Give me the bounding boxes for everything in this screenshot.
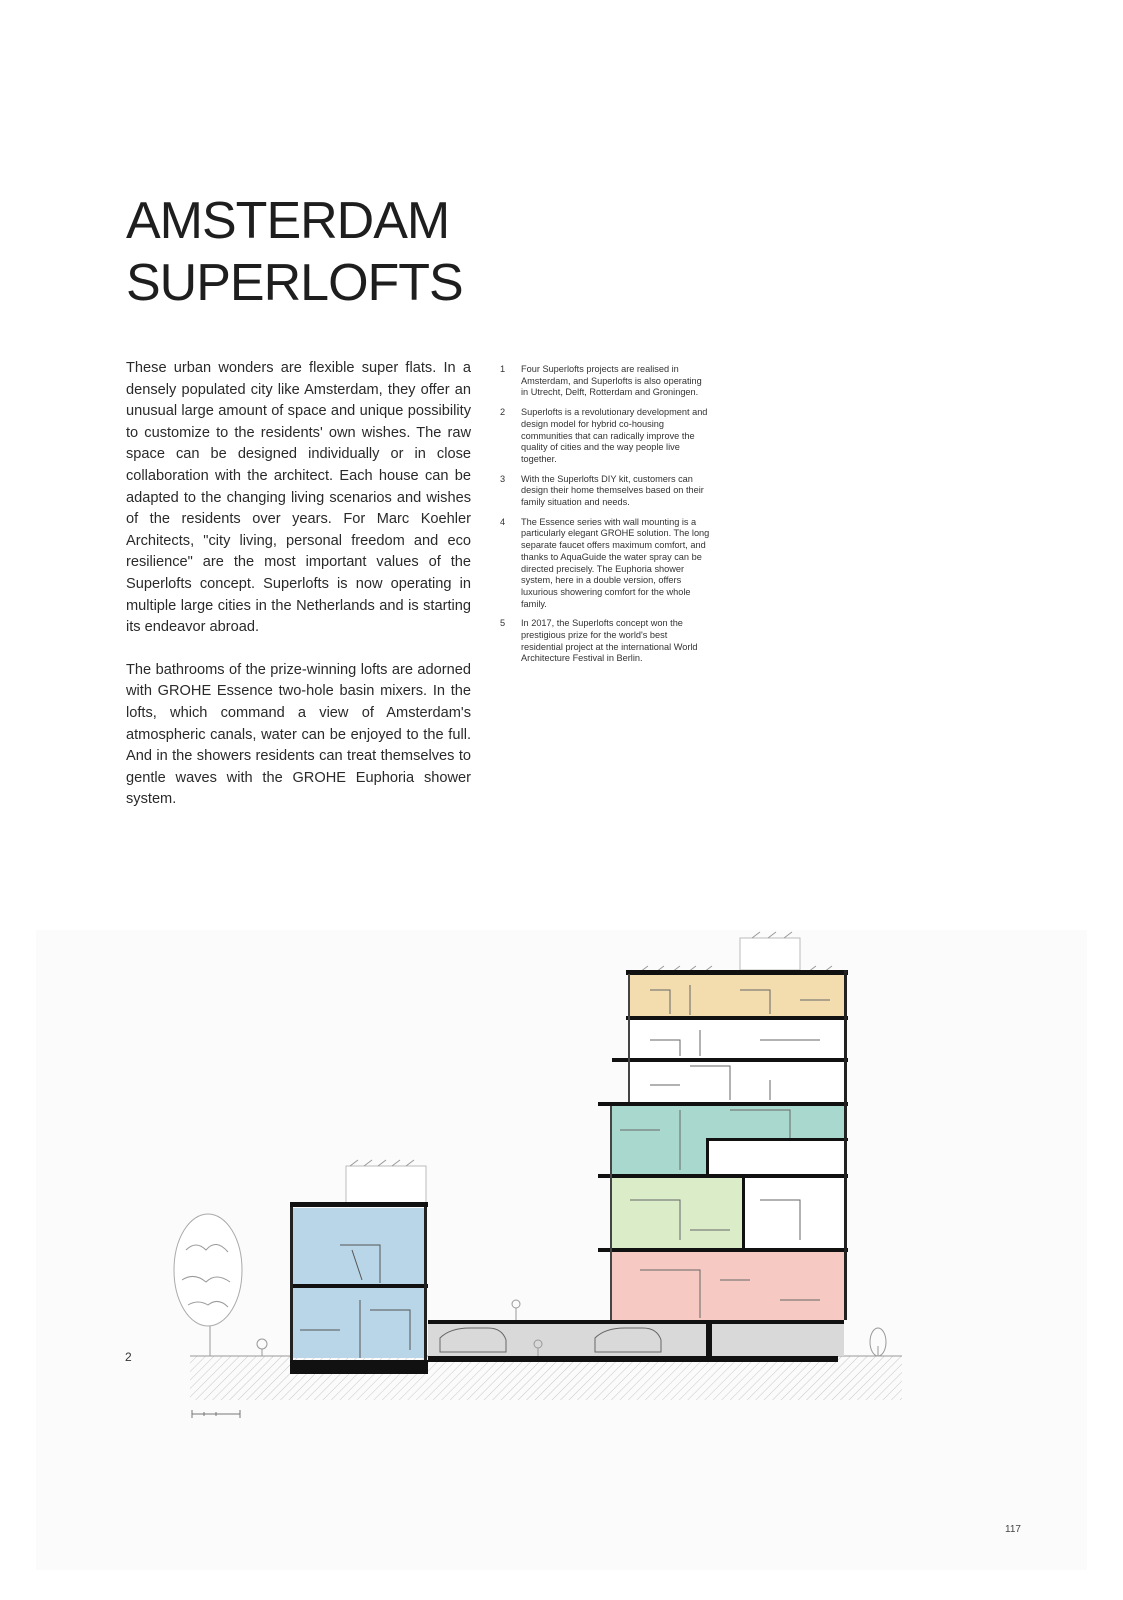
scale-bar	[192, 1410, 240, 1418]
foundation-slab	[290, 1360, 428, 1374]
roof-structure	[346, 1166, 426, 1206]
white-loft	[630, 1062, 846, 1102]
floor-slab	[612, 1058, 848, 1062]
footnote-text: The Essence series with wall mounting is a particularly elegant GROHE solution. The long separate faucet offers maximum comfort, and thanks to AquaGuide the water spray can be directed precisely. The Euphoria shower system, here in a double version, offers luxurious showering comfort for the whole family.	[521, 516, 710, 609]
garage-wall	[706, 1324, 712, 1356]
floor-slab	[706, 1138, 848, 1141]
garage-fill	[428, 1324, 844, 1356]
green-loft	[612, 1178, 744, 1248]
solar-panels	[640, 932, 832, 972]
right-tower	[598, 932, 848, 1320]
floor-slab	[626, 1016, 848, 1020]
roof-slab	[290, 1202, 428, 1207]
white-loft	[708, 1140, 846, 1174]
figure-number: 2	[125, 1350, 132, 1364]
floor-slab	[598, 1248, 848, 1252]
footnote-number: 2	[500, 407, 506, 418]
floor-slab	[598, 1102, 848, 1106]
facade-wall	[610, 1106, 612, 1320]
footnote-text: Superlofts is a revolutionary development and design model for hybrid co-housing communities that can radically improve the quality of cities and the way people live together.	[521, 407, 708, 464]
tree-illustration	[174, 1214, 242, 1356]
white-loft	[744, 1178, 846, 1248]
footnote-number: 1	[500, 364, 506, 374]
wall	[706, 1138, 709, 1174]
footnote-number: 3	[500, 473, 506, 484]
garage-floor	[428, 1356, 838, 1362]
footnote-text: In 2017, the Superlofts concept won the prestigious prize for the world's best residential project at the international World Architecture Festival in Berlin.	[521, 618, 698, 664]
page-number: 117	[1005, 1524, 1021, 1535]
solar-panels	[350, 1160, 414, 1166]
footnote-number: 4	[500, 516, 506, 527]
title-line-2: SUPERLOFTS	[126, 254, 463, 312]
title-line-1: AMSTERDAM	[126, 192, 450, 250]
wall	[424, 1207, 427, 1360]
floor-slab	[290, 1284, 428, 1288]
floor-slab	[598, 1174, 848, 1178]
facade-wall	[844, 970, 847, 1320]
orange-loft	[630, 974, 846, 1016]
wall	[290, 1207, 293, 1360]
footnote-number: 5	[500, 618, 506, 629]
footnote-text: With the Superlofts DIY kit, customers can design their home themselves based on their family situation and needs.	[521, 473, 704, 508]
garage-roof	[428, 1320, 844, 1324]
wall	[742, 1178, 745, 1248]
body-paragraph-2: The bathrooms of the prize-winning lofts are adorned with GROHE Essence two-hole basin mixers. In the lofts, which command a view of Amsterdam's atmospheric canals, water can be enjoyed to the full. And in the showers residents can treat themselves to gentle waves with the GROHE Euphoria shower system.	[126, 661, 471, 808]
garage	[428, 1320, 844, 1362]
body-paragraph-1: These urban wonders are flexible super flats. In a densely populated city like Amsterdam, they offer an unusual large amount of space and unique possibility to customize to the residents' own wishes. The raw space can be designed individually or in close collaboration with the architect. Each house can be adapted to the changing living scenarios and wishes of the residents over years. For Marc Koehler Architects, "city living, personal freedom and eco resilience" are the most important values of the Superlofts concept. Superlofts is now operating in multiple large cities in the Netherlands and is starting its endeavor abroad.	[126, 360, 471, 636]
roof-structure	[740, 938, 800, 970]
facade-wall	[628, 974, 630, 1102]
white-loft	[630, 1020, 846, 1058]
left-building	[290, 1160, 428, 1374]
footnote-text: Four Superlofts projects are realised in Amsterdam, and Superlofts is also operating in Utrecht, Delft, Rotterdam and Groningen.	[521, 364, 702, 398]
blue-loft	[292, 1208, 426, 1358]
pink-loft	[612, 1252, 846, 1320]
roof-slab	[626, 970, 848, 975]
